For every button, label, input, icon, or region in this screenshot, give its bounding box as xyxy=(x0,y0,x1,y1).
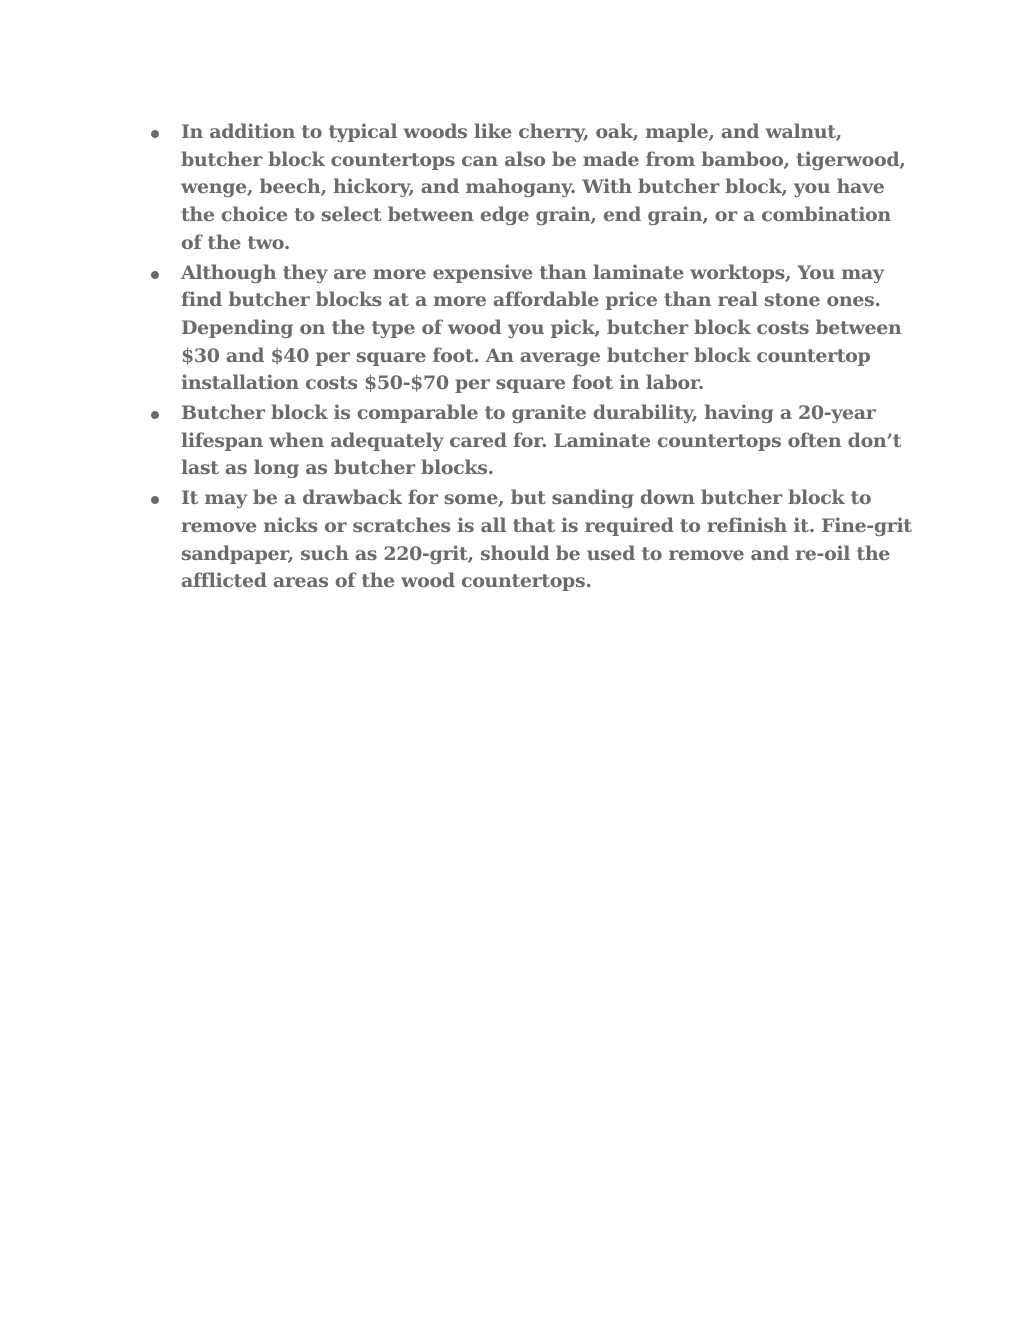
list-item xyxy=(146,485,916,596)
list-item xyxy=(146,400,916,483)
bullet-text: In addition to typical woods like cherry, oak, maple, and walnut, butcher block countertops can also be made from bamboo, tigerwood, wenge, beech, hickory, and mahogany. With butcher block, you have the choice to select between edge grain, end grain, or a combination of the two. xyxy=(181,121,906,254)
bullet-text: It may be a drawback for some, but sanding down butcher block to remove nicks or scratches is all that is required to refinish it. Fine-grit sandpaper, such as 220-grit, should be used to remove and re-oil the afflicted areas of the wood countertops. xyxy=(181,487,912,593)
bullet-dot-icon xyxy=(151,411,159,419)
list-item xyxy=(146,260,916,399)
bullet-text: Butcher block is comparable to granite durability, having a 20-year lifespan when adequately cared for. Laminate countertops often don’t last as long as butcher blocks. xyxy=(181,402,902,480)
bullet-dot-icon xyxy=(151,271,159,279)
bullet-dot-icon xyxy=(151,130,159,138)
list-item xyxy=(146,119,916,258)
bullet-list xyxy=(146,119,916,598)
bullet-text: Although they are more expensive than laminate worktops, You may find butcher blocks at a more affordable price than real stone ones. Depending on the type of wood you pick, butcher block costs between $30 and $40 per square foot. An average butcher block countertop installation costs $50-$70 per square foot in labor. xyxy=(181,261,902,395)
bullet-dot-icon xyxy=(151,496,159,504)
